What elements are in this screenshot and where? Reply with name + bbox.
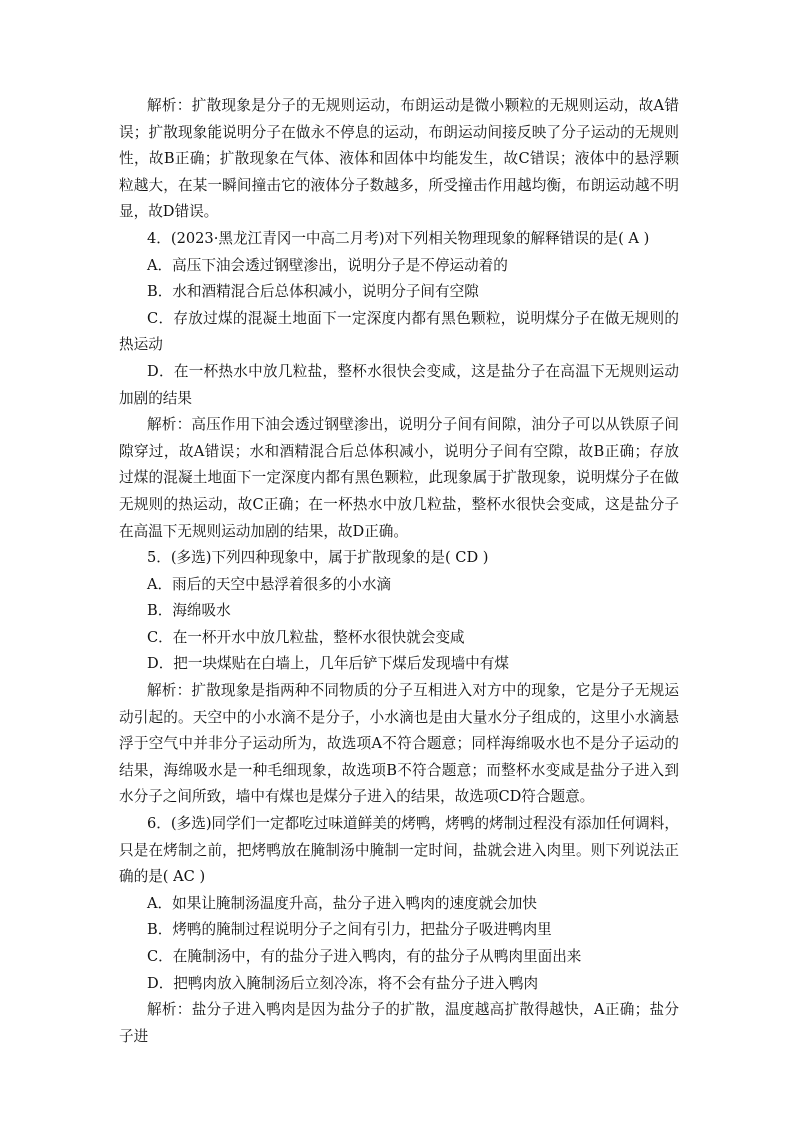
analysis-text: 扩散现象是指两种不同物质的分子互相进入对方中的现象，它是分子无规运动引起的。天空中的小水滴不是分子，小水滴也是由大量水分子组成的，这里小水滴悬浮于空气中并非分子运动所为，故选项A不符合题意；同样海绵吸水也不是分子运动的结果，海绵吸水是一种毛细现象，故选项B不符合题意；而整杯水变咸是盐分子进入到水分子之间所致，墙中有煤也是煤分子进入的结果，故选项CD符合题意。 (119, 682, 679, 806)
analysis-paragraph (119, 93, 679, 226)
analysis-text: 盐分子进入鸭肉是因为盐分子的扩散，温度越高扩散得越快，A正确；盐分子进 (119, 1001, 679, 1045)
option-b: B．烤鸭的腌制过程说明分子之间有引力，把盐分子吸进鸭肉里 (147, 921, 552, 939)
option-a: A．雨后的天空中悬浮着很多的小水滴 (147, 575, 392, 593)
question-stem: 6．(多选)同学们一定都吃过味道鲜美的烤鸭，烤鸭的烤制过程没有添加任何调料，只是在烤制之前，把烤鸭放在腌制汤中腌制一定时间，盐就会进入肉里。则下列说法正确的是( AC ) (119, 815, 679, 886)
option-a: A．如果让腌制汤温度升高，盐分子进入鸭肉的速度就会加快 (147, 894, 537, 912)
analysis-text: 扩散现象是分子的无规则运动，布朗运动是微小颗粒的无规则运动，故A错误；扩散现象能说明分子在做永不停息的运动，布朗运动间接反映了分子运动的无规则性，故B正确；扩散现象在气体、液体和固体中均能发生，故C错误；液体中的悬浮颗粒越大，在某一瞬间撞击它的液体分子数越多，所受撞击作用越均衡，布朗运动越不明显，故D错误。 (119, 97, 679, 221)
option-d: D．把一块煤贴在白墙上，几年后铲下煤后发现墙中有煤 (147, 655, 509, 673)
analysis-text: 高压作用下油会透过钢壁渗出，说明分子间有间隙，油分子可以从铁原子间隙穿过，故A错误；水和酒精混合后总体积减小，说明分子间有空隙，故B正确；存放过煤的混凝土地面下一定深度内都有黑色颗粒，此现象属于扩散现象，说明煤分子在做无规则的热运动，故C正确；在一杯热水中放几粒盐，整杯水很快会变咸，这是盐分子在高温下无规则运动加剧的结果，故D正确。 (119, 416, 679, 540)
option-c: C．在一杯开水中放几粒盐，整杯水很快就会变咸 (147, 628, 465, 646)
option-a: A．高压下油会透过钢壁渗出，说明分子是不停运动着的 (147, 256, 508, 274)
document-page (119, 93, 679, 1050)
analysis-label: 解析： (147, 682, 192, 700)
analysis-label: 解析： (147, 416, 192, 434)
option-d: D．把鸭肉放入腌制汤后立刻冷冻，将不会有盐分子进入鸭肉 (147, 974, 539, 992)
analysis-label: 解析： (147, 97, 192, 114)
option-c: C．存放过煤的混凝土地面下一定深度内都有黑色颗粒，说明煤分子在做无规则的热运动 (119, 309, 679, 354)
question-stem: 4．(2023·黑龙江青冈一中高二月考)对下列相关物理现象的解释错误的是( A ) (147, 229, 650, 247)
option-c: C．在腌制汤中，有的盐分子进入鸭肉，有的盐分子从鸭肉里面出来 (147, 948, 582, 965)
option-b: B．水和酒精混合后总体积减小，说明分子间有空隙 (147, 283, 479, 301)
option-d: D．在一杯热水中放几粒盐，整杯水很快会变咸，这是盐分子在高温下无规则运动加剧的结果 (119, 362, 679, 407)
option-b: B．海绵吸水 (147, 602, 231, 620)
analysis-paragraph (119, 678, 679, 811)
analysis-paragraph (119, 412, 679, 545)
question-stem: 5．(多选)下列四种现象中，属于扩散现象的是( CD ) (147, 549, 489, 567)
analysis-paragraph (119, 997, 679, 1050)
analysis-label: 解析： (147, 1001, 192, 1019)
